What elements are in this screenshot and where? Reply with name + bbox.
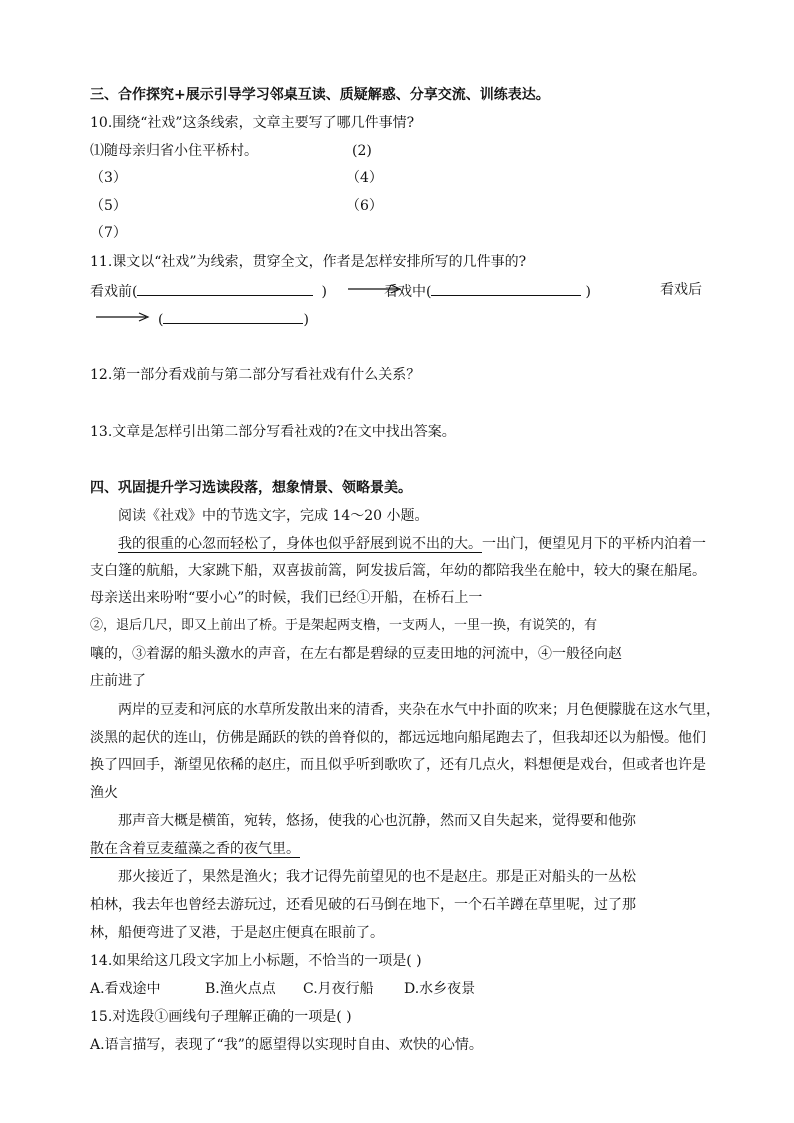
p4-line3: 林，船便弯进了叉港，于是赵庄便真在眼前了。	[90, 925, 384, 941]
p1-line5: 嚷的，③着潺的船头激水的声音，在左右都是碧绿的豆麦田地的河流中，④一般径向赵	[90, 646, 622, 662]
q10-question: 10.围绕“社戏”这条线索，文章主要写了哪几件事情?	[90, 115, 415, 131]
p2-line4: 渔火	[90, 785, 118, 801]
q11-close-1: )	[321, 284, 327, 300]
p1-underlined-sentence: 我的很重的心忽而轻松了，身体也似乎舒展到说不出的大。	[118, 536, 482, 552]
p2-line3: 换了四回手，渐望见依稀的赵庄，而且似乎听到歌吹了，还有几点火，料想便是戏台，但或者也许是	[90, 757, 706, 773]
q10-item-6: （6）	[346, 198, 383, 214]
q11-blank-3[interactable]	[163, 309, 303, 324]
q14-option-c: C.月夜行船	[303, 981, 374, 997]
q11-close-3: )	[303, 312, 309, 328]
q13-question: 13.文章是怎样引出第二部分写看社戏的?在文中找出答案。	[90, 424, 456, 440]
q10-item-3: （3）	[90, 170, 127, 186]
p4-line2: 柏林，我去年也曾经去游玩过，还看见破的石马倒在地下，一个石羊蹲在草里呢，过了那	[90, 897, 636, 913]
q11-before	[90, 281, 327, 301]
p2-line1: 两岸的豆麦和河底的水草所发散出来的清香，夹杂在水气中扑面的吹来；月色便朦胧在这水气里，	[118, 702, 720, 718]
q10-item-4: （4）	[346, 170, 383, 186]
p1-line6: 庄前进了	[90, 673, 146, 689]
q15-option-a: A.语言描写，表现了“我”的愿望得以实现时自由、欢快的心情。	[90, 1037, 483, 1053]
p1-line2: 支白篷的航船，大家跳下船，双喜拔前篙，阿发拔后篙，年幼的都陪我坐在舱中，较大的聚在船尾。	[90, 563, 706, 579]
q11-before-label: 看戏前(	[90, 284, 138, 300]
q11-blank-1[interactable]	[137, 281, 313, 296]
q15-question: 15.对选段①画线句子理解正确的一项是( )	[90, 1009, 352, 1025]
p1-line1	[118, 535, 706, 553]
q14-option-b: B.渔火点点	[205, 981, 276, 997]
reading-intro: 阅读《社戏》中的节选文字，完成 14～20 小题。	[118, 508, 429, 524]
p3-line2	[90, 840, 300, 858]
arrow-icon	[96, 310, 152, 324]
q12-question: 12.第一部分看戏前与第二部分写看社戏有什么关系？	[90, 367, 421, 383]
q11-during	[384, 281, 591, 301]
q10-item-7: （7）	[90, 225, 127, 241]
q11-question: 11.课文以“社戏”为线索，贯穿全文，作者是怎样安排所写的几件事的?	[90, 254, 527, 270]
p1-line3: 母亲送出来吩咐“要小心”的时候，我们已经①开船，在桥石上一	[90, 590, 483, 606]
section4-heading: 四、巩固提升学习选读段落，想象情景、领略景美。	[90, 480, 412, 496]
q10-item-1: ⑴随母亲归省小住平桥村。	[90, 143, 258, 159]
q14-option-d: D.水乡夜景	[404, 981, 476, 997]
q11-during-label: 看戏中(	[384, 284, 432, 300]
p1-line4: ②，退后几尺，即又上前出了桥。于是架起两支橹，一支两人，一里一换，有说笑的，有	[90, 618, 598, 633]
p3-underlined-text: 散在含着豆麦蕴藻之香的夜气里。	[90, 841, 300, 857]
p3-line1: 那声音大概是横笛，宛转，悠扬，使我的心也沉静，然而又自失起来，觉得要和他弥	[118, 813, 636, 829]
p1-line1-rest: 一出门，便望见月下的平桥内泊着一	[482, 536, 706, 552]
q14-option-a: A.看戏途中	[90, 981, 161, 997]
q11-after-label: 看戏后	[660, 282, 702, 298]
p4-line1: 那火接近了，果然是渔火；我才记得先前望见的也不是赵庄。那是正对船头的一丛松	[118, 869, 636, 885]
q11-after	[158, 309, 309, 329]
q11-open-3: (	[158, 312, 164, 328]
q10-item-5: （5）	[90, 198, 127, 214]
section3-heading: 三、合作探究+展示引导学习邻桌互读、质疑解惑、分享交流、训练表达。	[90, 87, 550, 103]
q11-close-2: )	[585, 284, 591, 300]
q10-item-2: (2)	[352, 143, 372, 159]
p2-line2: 淡黑的起伏的连山，仿佛是踊跃的铁的兽脊似的，都远远地向船尾跑去了，但我却还以为船慢。他们	[90, 730, 706, 746]
q11-blank-2[interactable]	[431, 281, 581, 296]
q14-question: 14.如果给这几段文字加上小标题，不恰当的一项是( )	[90, 953, 422, 969]
